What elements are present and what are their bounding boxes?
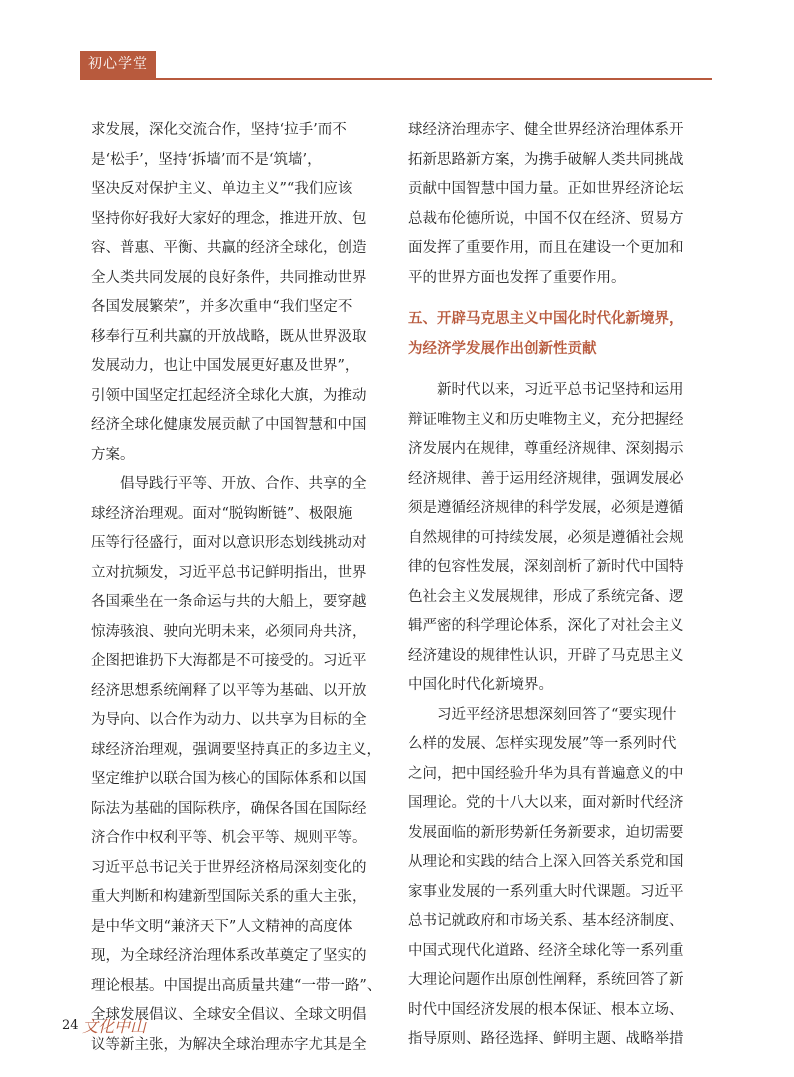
text-line: 现，为全球经济治理体系改革奠定了坚实的 — [91, 948, 367, 964]
left-column — [91, 116, 382, 1060]
text-line: 经济思想系统阐释了以平等为基础、以开放 — [91, 682, 367, 699]
text-line: 理论根基。中国提出高质量共建“一带一路”、 — [91, 977, 382, 994]
heading-line: 五、开辟马克思主义中国化时代化新境界， — [408, 311, 684, 327]
text-line: 企图把谁扔下大海都是不可接受的。习近平 — [91, 653, 367, 669]
text-line: 经济规律、善于运用经济规律，强调发展必 — [408, 470, 684, 487]
text-line: 是中华文明“兼济天下”人文精神的高度体 — [91, 918, 353, 935]
text-line: 各国乘坐在一条命运与共的大船上，要穿越 — [91, 594, 367, 610]
text-line: 压等行径盛行，面对以意识形态划线挑动对 — [91, 535, 367, 551]
text-line: 重大判断和构建新型国际关系的重大主张， — [91, 889, 367, 905]
text-line: 球经济治理观，强调要坚持真正的多边主义， — [91, 741, 381, 758]
text-line: 习近平经济思想深刻回答了“要实现什 — [408, 706, 677, 723]
text-line: 立对抗频发，习近平总书记鲜明指出，世界 — [91, 564, 367, 581]
text-line: 新时代以来，习近平总书记坚持和运用 — [408, 382, 684, 398]
text-line: 全人类共同发展的良好条件，共同推动世界 — [91, 269, 367, 286]
text-line: 拓新思路新方案，为携手破解人类共同挑战 — [408, 151, 684, 168]
text-line: 坚决反对保护主义、单边主义”“我们应该 — [91, 181, 353, 197]
section-heading — [408, 305, 684, 364]
text-line: 从理论和实践的结合上深入回答关系党和国 — [408, 854, 684, 870]
header-rule — [80, 78, 712, 80]
text-line: 济合作中权利平等、机会平等、规则平等。 — [91, 830, 367, 846]
text-line: 习近平总书记关于世界经济格局深刻变化的 — [91, 859, 367, 876]
text-line: 中国式现代化道路、经济全球化等一系列重 — [408, 942, 684, 959]
text-line: 指导原则、路径选择、鲜明主题、战略举措 — [408, 1031, 684, 1047]
text-line: 总书记就政府和市场关系、基本经济制度、 — [408, 913, 684, 929]
right-column-bottom-text — [408, 376, 684, 1055]
text-line: 坚持你好我好大家好的理念，推进开放、包 — [91, 210, 367, 227]
text-line: 经济全球化健康发展贡献了中国智慧和中国 — [91, 417, 367, 433]
text-line: 经济建设的规律性认识，开辟了马克思主义 — [408, 647, 684, 664]
text-line: 国理论。党的十八大以来，面对新时代经济 — [408, 795, 684, 811]
text-line: 大理论问题作出原创性阐释，系统回答了新 — [408, 972, 684, 988]
text-line: 中国化时代化新境界。 — [408, 677, 553, 693]
text-line: 发展面临的新形势新任务新要求，迫切需要 — [408, 824, 684, 841]
text-line: 求发展，深化交流合作，坚持‘拉手’而不 — [91, 122, 347, 138]
text-line: 容、普惠、平衡、共赢的经济全球化，创造 — [91, 240, 367, 256]
text-line: 惊涛骇浪、驶向光明未来，必须同舟共济， — [91, 623, 367, 640]
text-line: 律的包容性发展，深刻剖析了新时代中国特 — [408, 559, 684, 575]
text-line: 移奉行互利共赢的开放战略，既从世界汲取 — [91, 328, 367, 345]
text-line: 色社会主义发展规律，形成了系统完备、逻 — [408, 588, 684, 605]
text-line: 济发展内在规律，尊重经济规律、深刻揭示 — [408, 441, 684, 457]
text-line: 么样的发展、怎样实现发展”等一系列时代 — [408, 736, 677, 752]
text-line: 面发挥了重要作用，而且在建设一个更加和 — [408, 240, 684, 256]
text-line: 辑严密的科学理论体系，深化了对社会主义 — [408, 618, 684, 634]
text-line: 际法为基础的国际秩序，确保各国在国际经 — [91, 800, 367, 817]
section-spacer — [408, 364, 684, 376]
text-line: 时代中国经济发展的根本保证、根本立场、 — [408, 1001, 684, 1018]
text-line: 贡献中国智慧中国力量。正如世界经济论坛 — [408, 181, 684, 197]
text-line: 球经济治理赤字、健全世界经济治理体系开 — [408, 122, 684, 138]
text-line: 各国发展繁荣”，并多次重申“我们坚定不 — [91, 299, 353, 315]
text-line: 家事业发展的一系列重大时代课题。习近平 — [408, 883, 684, 900]
section-tab: 初心学堂 — [80, 51, 156, 78]
text-line: 倡导践行平等、开放、合作、共享的全 — [91, 476, 367, 492]
text-line: 全球发展倡议、全球安全倡议、全球文明倡 — [91, 1007, 367, 1023]
text-line: 为导向、以合作为动力、以共享为目标的全 — [91, 712, 367, 728]
text-line: 总裁布伦德所说，中国不仅在经济、贸易方 — [408, 210, 684, 227]
text-line: 须是遵循经济规律的科学发展，必须是遵循 — [408, 500, 684, 516]
text-line: 坚定维护以联合国为核心的国际体系和以国 — [91, 771, 367, 787]
right-column-top-text — [408, 116, 684, 293]
magazine-logo: 文化中山 — [82, 1017, 147, 1036]
text-line: 之问，把中国经验升华为具有普遍意义的中 — [408, 765, 684, 782]
text-line: 引领中国坚定扛起经济全球化大旗，为推动 — [91, 387, 367, 404]
text-line: 发展动力，也让中国发展更好惠及世界”， — [91, 358, 360, 374]
text-line: 球经济治理观。面对“脱钩断链”、极限施 — [91, 505, 353, 522]
text-line: 自然规律的可持续发展，必须是遵循社会规 — [408, 529, 684, 546]
section-spacer — [408, 293, 684, 305]
text-line: 平的世界方面也发挥了重要作用。 — [408, 269, 626, 286]
text-line: 是‘松手’，坚持‘拆墙’而不是‘筑墙’， — [91, 151, 322, 168]
right-column — [408, 116, 684, 1055]
text-line: 方案。 — [91, 446, 135, 463]
text-line: 议等新主张，为解决全球治理赤字尤其是全 — [91, 1036, 367, 1053]
heading-line: 为经济学发展作出创新性贡献 — [408, 340, 597, 357]
page-number: 24 — [62, 1018, 79, 1033]
text-line: 辩证唯物主义和历史唯物主义，充分把握经 — [408, 411, 684, 428]
